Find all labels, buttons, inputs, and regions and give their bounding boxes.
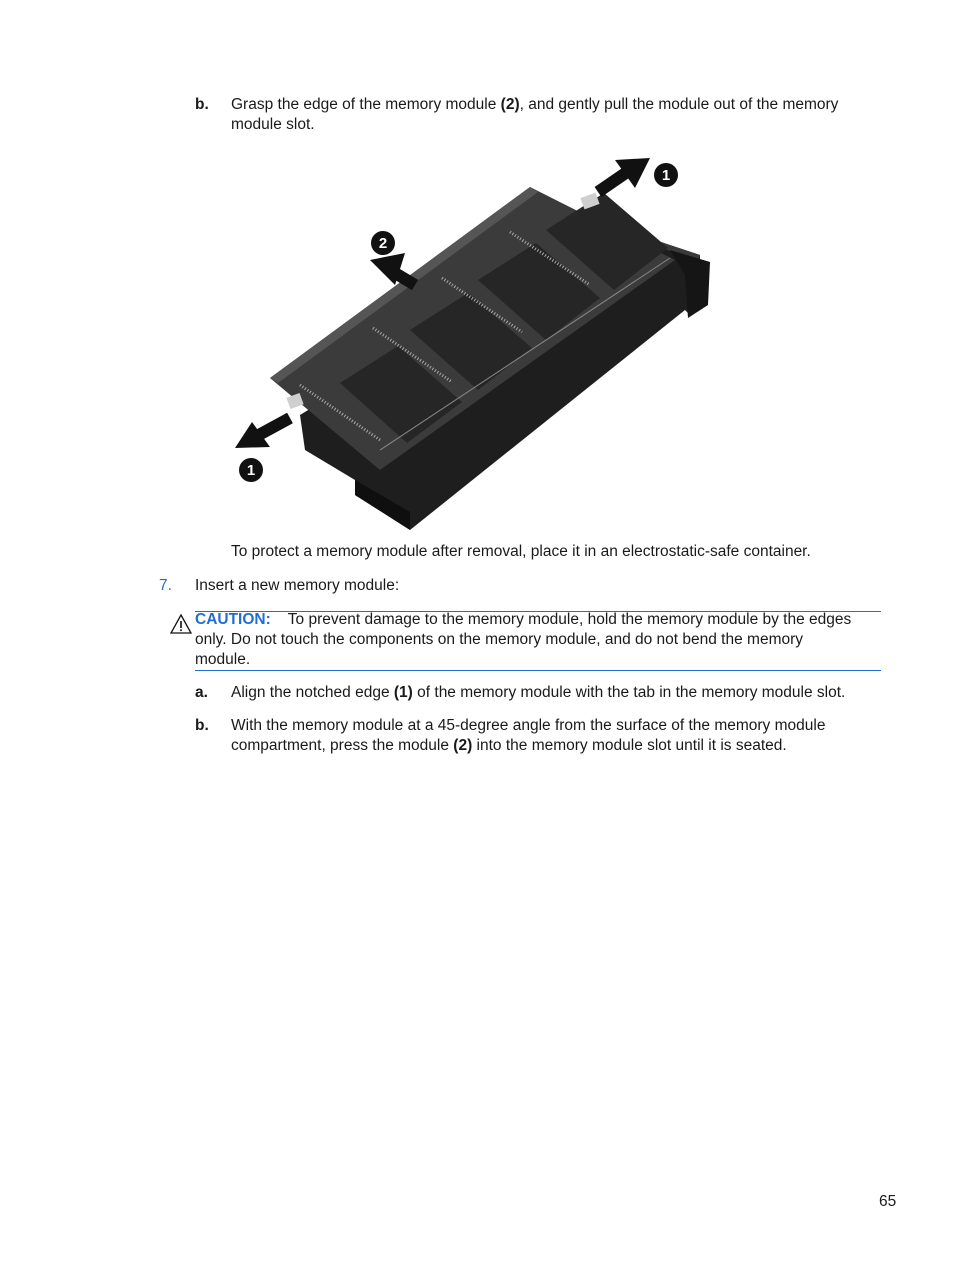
caution-text [195, 610, 885, 670]
step-b-text [231, 95, 881, 135]
step-b-text-post: , and gently pull the module out of the memory [519, 96, 839, 113]
caution-label: CAUTION: [195, 611, 271, 628]
step-a-text-post: of the memory module with the tab in the memory module slot. [412, 684, 846, 701]
callout-1-top [654, 163, 678, 187]
caution-line2: only. Do not touch the components on the memory module, and do not bend the memory [195, 631, 804, 648]
step-a-text-pre: Align the notched edge [231, 684, 394, 701]
callout-1-bottom [239, 458, 263, 482]
memory-module-figure [230, 150, 710, 535]
arrow-1-left-icon [235, 418, 290, 448]
callout-1-top-text: 1 [661, 167, 671, 184]
step-b2-line1: With the memory module at a 45-degree angle from the surface of the memory module [231, 717, 826, 734]
step-b2-label: b. [195, 717, 209, 734]
warning-icon [170, 614, 192, 634]
callout-2-text: 2 [378, 235, 388, 252]
callout-2 [371, 231, 395, 255]
step-b2-text [231, 716, 881, 756]
step-a-label: a. [195, 684, 208, 701]
step-b2-line2-post: into the memory module slot until it is seated. [472, 737, 787, 754]
callout-1-bottom-text: 1 [246, 462, 256, 479]
step-b2-line2-pre: compartment, press the module [231, 737, 454, 754]
page-number: 65 [879, 1193, 897, 1210]
step-b-label: b. [195, 96, 209, 113]
step-b-text-line2: module slot. [231, 116, 315, 133]
step-7-text: Insert a new memory module: [195, 577, 400, 594]
protect-note: To protect a memory module after removal, place it in an electrostatic-safe container. [231, 543, 811, 560]
step-a-text [231, 683, 881, 703]
step-b-text-pre: Grasp the edge of the memory module [231, 96, 501, 113]
step-b-ref: (2) [500, 96, 520, 113]
caution-line1: To prevent damage to the memory module, hold the memory module by the edges [287, 611, 852, 628]
arrow-2-icon [370, 253, 415, 285]
caution-line3: module. [195, 651, 251, 668]
step-b2-ref: (2) [453, 737, 473, 754]
arrow-1-right-icon [598, 158, 650, 192]
step-7-number: 7. [159, 577, 172, 594]
step-a-ref: (1) [393, 684, 413, 701]
